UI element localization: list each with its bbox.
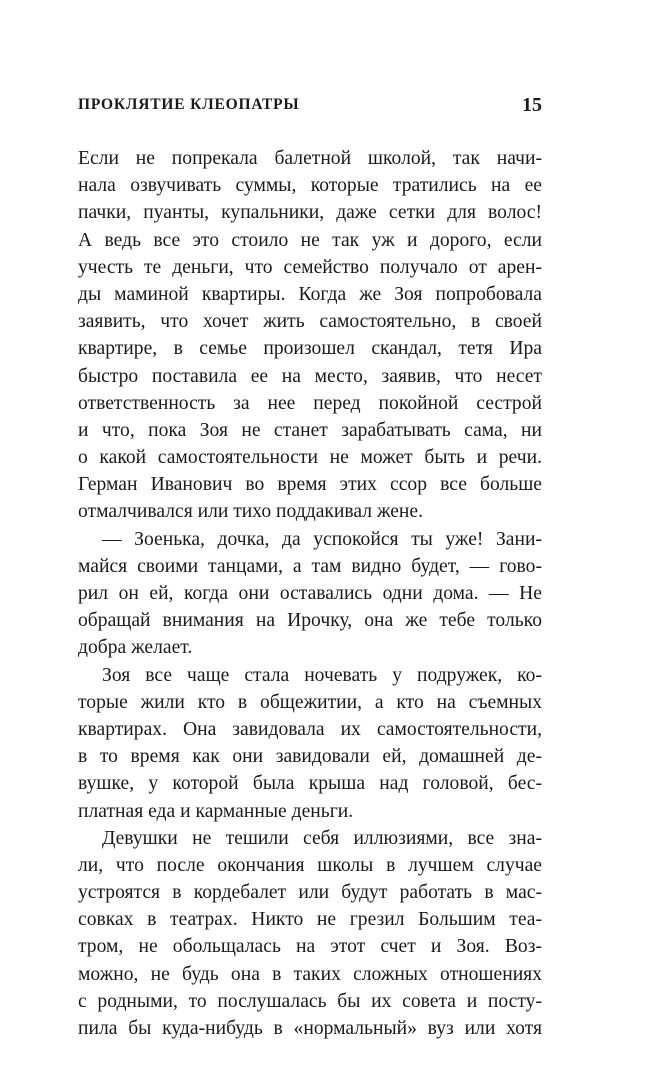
text-line: рил он ей, когда они оставались одни дома. — Не (78, 583, 542, 604)
text-line: торые жили кто в общежитии, а кто на съемных (78, 691, 542, 713)
text-line: А ведь все это стоило не так уж и дорого, если (78, 229, 542, 251)
text-line: майся своими танцами, а там видно будет, — гово- (78, 555, 542, 577)
text-line: совках в театрах. Никто не грезил Большим теа- (78, 909, 542, 931)
text-line: платная еда и карманные деньги. (78, 800, 354, 822)
text-line: о какой самостоятельности не может быть и речи. (78, 447, 542, 469)
text-line: заявить, что хочет жить самостоятельно, в своей (78, 311, 542, 333)
text-line: с родными, то послушалась бы их совета и посту- (78, 990, 542, 1012)
page-number: 15 (522, 94, 542, 116)
text-line: нала озвучивать суммы, которые тратились на ее (78, 175, 542, 197)
text-line: Если не попрекала балетной школой, так начи- (78, 148, 542, 169)
text-line: вушке, у которой была крыша над головой, бес- (78, 773, 542, 795)
text-line: устроятся в кордебалет или будут работать в мас- (78, 882, 542, 904)
text-line: Герман Иванович во время этих ссор все больше (78, 474, 542, 496)
body-text (78, 145, 542, 1042)
text-line: и что, пока Зоя не станет зарабатывать сама, ни (78, 419, 542, 441)
text-line: — Зоенька, дочка, да успокойся ты уже! Зани- (102, 528, 542, 550)
text-line: быстро поставила ее на место, заявив, что несет (78, 365, 542, 387)
text-line: добра желает. (78, 637, 193, 659)
text-line: пачки, пуанты, купальники, даже сетки для волос! (78, 202, 542, 224)
text-line: пила бы куда-нибудь в «нормальный» вуз или хотя (78, 1018, 542, 1039)
running-title: ПРОКЛЯТИЕ КЛЕОПАТРЫ (78, 96, 300, 113)
text-line: квартирах. Она завидовала их самостоятельности, (78, 718, 542, 740)
text-line: ответственность за нее перед покойной сестрой (78, 392, 542, 414)
text-line: тром, не обольщалась на этот счет и Зоя. Воз- (78, 936, 542, 958)
text-line: отмалчивался или тихо поддакивал жене. (78, 501, 423, 523)
text-line: ли, что после окончания школы в лучшем случае (78, 854, 542, 876)
running-head (78, 96, 542, 120)
text-line: квартире, в семье произошел скандал, тетя Ира (78, 338, 542, 360)
text-line: в то время как они завидовали ей, домашней де- (78, 746, 542, 768)
text-line: можно, не будь она в таких сложных отношениях (78, 963, 542, 985)
text-line: Девушки не тешили себя иллюзиями, все зна- (102, 827, 542, 849)
text-line: обращай внимания на Ирочку, она же тебе только (78, 610, 542, 632)
text-line: Зоя все чаще стала ночевать у подружек, ко- (102, 664, 542, 686)
text-line: ды маминой квартиры. Когда же Зоя попробовала (78, 283, 542, 305)
text-line: учесть те деньги, что семейство получало от арен- (78, 256, 542, 278)
